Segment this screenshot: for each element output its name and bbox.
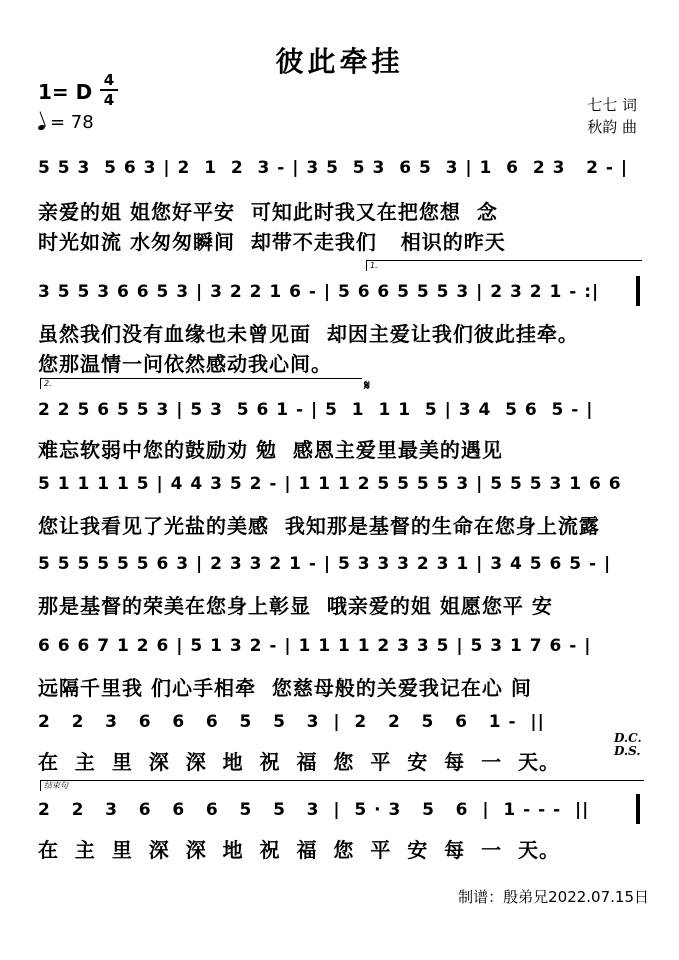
lyric-line-7: 在 主 里 深 深 地 祝 福 您 平 安 每 一 天。 (38, 750, 561, 774)
volta-2-bracket: 2. (40, 378, 362, 389)
notation-line: 6 6 6 7 1 2 6 | 5 1 3 2 - | 1 1 1 1 2 3 3 5 | 5 3 1 7 6 - | (38, 636, 592, 656)
volta-1-bracket: 1. (366, 260, 642, 271)
repeat-end-bar (636, 276, 640, 306)
transcriber-credit: 制谱：殷弟兄2022.07.15日 (458, 888, 649, 906)
notation-line: 2 2 3 6 6 6 5 5 3 | 5 · 3 5 6 | 1 - - - || (38, 800, 590, 820)
notation-line: 5 5 3 5 6 3 | 2 1 2 3 - | 3 5 5 3 6 5 3 | 1 6 2 3 2 - | (38, 158, 629, 178)
notation-line: 2 2 3 6 6 6 5 5 3 | 2 2 5 6 1 - || (38, 712, 545, 732)
coda-bracket: 结束句 (40, 780, 644, 791)
quarter-note-icon (37, 124, 45, 131)
final-bar (636, 794, 640, 824)
lyric-line-3: 难忘软弱中您的鼓励劝 勉 感恩主爱里最美的遇见 (38, 438, 503, 462)
score-row-4 (38, 466, 644, 502)
score-row-8 (38, 792, 644, 828)
score-row-1 (38, 150, 644, 186)
lyric-line-8: 在 主 里 深 深 地 祝 福 您 平 安 每 一 天。 (38, 838, 561, 862)
lyric-line-1b: 时光如流 水匆匆瞬间 却带不走我们 相识的昨天 (38, 230, 506, 254)
score-row-6 (38, 628, 644, 664)
composer: 秋韵 曲 (587, 118, 637, 136)
lyric-line-2b: 您那温情一问依然感动我心间。 (38, 352, 332, 376)
time-signature (100, 72, 118, 108)
time-signature-bottom: 4 (103, 91, 115, 109)
time-signature-top: 4 (103, 71, 115, 89)
lyricist: 七七 词 (587, 96, 637, 114)
score-row-3 (38, 392, 644, 428)
score-row-5 (38, 546, 644, 582)
song-title: 彼此牵挂 (275, 45, 404, 78)
score-row-2 (38, 274, 644, 310)
lyric-line-2a: 虽然我们没有血缘也未曾见面 却因主爱让我们彼此挂牵。 (38, 322, 579, 346)
lyric-line-5: 那是基督的荣美在您身上彰显 哦亲爱的姐 姐愿您平 安 (38, 594, 553, 618)
notation-line: 2 2 5 6 5 5 3 | 5 3 5 6 1 - | 5 1 1 1 5 | 3 4 5 6 5 - | (38, 400, 594, 420)
ds-label: D.S. (614, 744, 641, 758)
dc-label: D.C. (614, 731, 642, 745)
lyric-line-6: 远隔千里我 们心手相牵 您慈母般的关爱我记在心 间 (38, 676, 532, 700)
notation-line: 5 1 1 1 1 5 | 4 4 3 5 2 - | 1 1 1 2 5 5 5 5 3 | 5 5 5 3 1 6 6 (38, 474, 622, 494)
notation-line: 5 5 5 5 5 5 6 3 | 2 3 3 2 1 - | 5 3 3 3 2 3 1 | 3 4 5 6 5 - | (38, 554, 612, 574)
notation-line: 3 5 5 3 6 6 5 3 | 3 2 2 1 6 - | 5 6 6 5 5 5 3 | 2 3 2 1 - :| (38, 282, 600, 302)
credits (587, 94, 637, 138)
lyric-line-4: 您让我看见了光盐的美感 我知那是基督的生命在您身上流露 (38, 514, 600, 538)
tempo-marking (38, 112, 94, 133)
tempo-value: = 78 (50, 112, 94, 133)
score-row-7 (38, 704, 644, 740)
segno-icon: 𝄋 (364, 378, 371, 394)
lyric-line-1a: 亲爱的姐 姐您好平安 可知此时我又在把您想 念 (38, 200, 498, 224)
key-signature: 1= D (38, 80, 93, 104)
